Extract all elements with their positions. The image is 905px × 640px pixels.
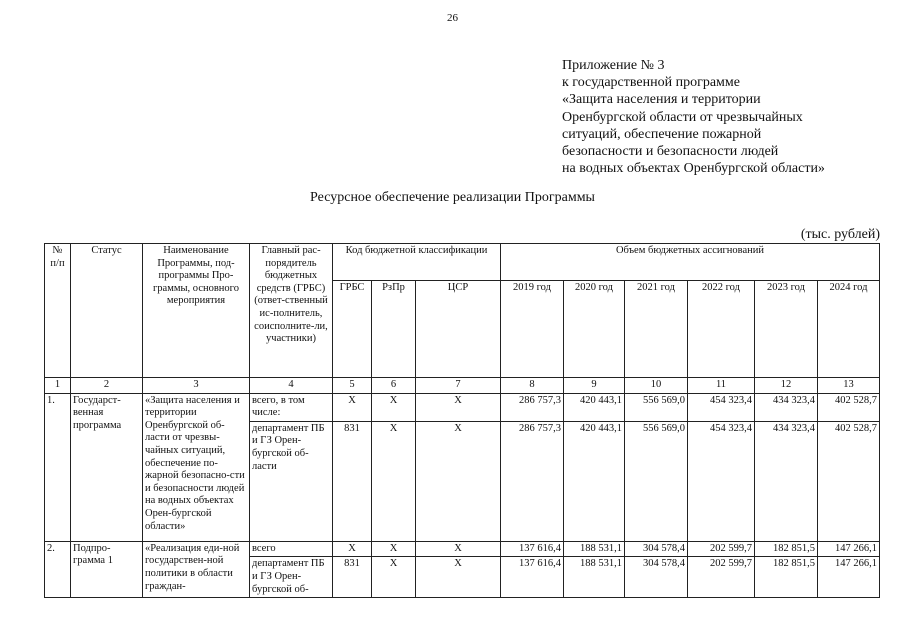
row-grbs: X: [333, 393, 372, 421]
row-name: «Реализация еди-ной государствен-ной политики в области граждан-: [143, 541, 250, 597]
column-number: 13: [818, 378, 880, 394]
row-grbs: 831: [333, 421, 372, 541]
column-number: 10: [625, 378, 688, 394]
row-value: 188 531,1: [564, 541, 625, 557]
column-number: 3: [143, 378, 250, 394]
appendix-note: [562, 57, 902, 177]
header-grbs: ГРБС: [333, 281, 372, 378]
column-number: 8: [501, 378, 564, 394]
header-kbk: Код бюджетной классификации: [333, 244, 501, 281]
row-rzpr: X: [372, 541, 416, 557]
row-value: 402 528,7: [818, 421, 880, 541]
row-executor: департамент ПБ и ГЗ Орен-бургской об-ласти: [250, 421, 333, 541]
header-grbs-full: Главный рас-порядитель бюджетных средств (ГРБС) (ответ-ственный ис-полнитель, соисполните-ли, участники): [250, 244, 333, 378]
column-number: 5: [333, 378, 372, 394]
row-num: 2.: [45, 541, 71, 597]
header-year: 2022 год: [688, 281, 755, 378]
column-numbers-row: [45, 378, 880, 394]
row-value: 286 757,3: [501, 421, 564, 541]
column-number: 6: [372, 378, 416, 394]
column-number: 4: [250, 378, 333, 394]
row-value: 202 599,7: [688, 541, 755, 557]
row-value: 556 569,0: [625, 393, 688, 421]
row-executor: всего, в том числе:: [250, 393, 333, 421]
table-row: [45, 393, 880, 421]
row-rzpr: X: [372, 421, 416, 541]
row-value: 182 851,5: [755, 541, 818, 557]
header-rzpr: РзПр: [372, 281, 416, 378]
row-name: «Защита населения и территории Оренбургской об-ласти от чрезвы-чайных ситуаций, обеспечение по-жарной безопасно-сти и безопасности людей на водных объектах Орен-бургской области»: [143, 393, 250, 541]
page-number: 26: [447, 12, 458, 24]
appendix-line: «Защита населения и территории: [562, 92, 761, 108]
appendix-line: Оренбургской области от чрезвычайных: [562, 109, 803, 125]
row-status: Государст-венная программа: [71, 393, 143, 541]
column-number: 1: [45, 378, 71, 394]
row-csr: X: [416, 393, 501, 421]
row-value: 434 323,4: [755, 393, 818, 421]
row-value: 454 323,4: [688, 421, 755, 541]
header-volume: Объем бюджетных ассигнований: [501, 244, 880, 281]
appendix-line: Приложение № 3: [562, 58, 665, 73]
row-value: 434 323,4: [755, 421, 818, 541]
row-value: 137 616,4: [501, 541, 564, 557]
header-year: 2021 год: [625, 281, 688, 378]
row-value: 402 528,7: [818, 393, 880, 421]
row-value: 147 266,1: [818, 541, 880, 557]
row-value: 304 578,4: [625, 557, 688, 598]
row-csr: X: [416, 421, 501, 541]
row-value: 202 599,7: [688, 557, 755, 598]
document-title: Ресурсное обеспечение реализации Программы: [310, 190, 595, 205]
column-number: 2: [71, 378, 143, 394]
row-value: 137 616,4: [501, 557, 564, 598]
row-value: 286 757,3: [501, 393, 564, 421]
header-year: 2024 год: [818, 281, 880, 378]
resources-table: [44, 243, 880, 598]
row-grbs: 831: [333, 557, 372, 598]
row-value: 454 323,4: [688, 393, 755, 421]
header-year: 2020 год: [564, 281, 625, 378]
row-csr: X: [416, 557, 501, 598]
appendix-line: на водных объектах Оренбургской области»: [562, 161, 825, 177]
header-year: 2019 год: [501, 281, 564, 378]
header-name: Наименование Программы, под-программы Про-граммы, основного мероприятия: [143, 244, 250, 378]
header-status: Статус: [71, 244, 143, 378]
row-value: 420 443,1: [564, 421, 625, 541]
row-value: 188 531,1: [564, 557, 625, 598]
table-row: [45, 541, 880, 557]
row-executor: всего: [250, 541, 333, 557]
column-number: 12: [755, 378, 818, 394]
row-status: Подпро-грамма 1: [71, 541, 143, 597]
header-csr: ЦСР: [416, 281, 501, 378]
appendix-line: к государственной программе: [562, 75, 740, 91]
header-year: 2023 год: [755, 281, 818, 378]
row-rzpr: X: [372, 557, 416, 598]
row-value: 147 266,1: [818, 557, 880, 598]
row-value: 556 569,0: [625, 421, 688, 541]
row-grbs: X: [333, 541, 372, 557]
column-number: 9: [564, 378, 625, 394]
units-label: (тыс. рублей): [800, 227, 880, 242]
header-num: № п/п: [45, 244, 71, 378]
row-value: 304 578,4: [625, 541, 688, 557]
row-executor: департамент ПБ и ГЗ Орен-бургской об-: [250, 557, 333, 598]
appendix-line: ситуаций, обеспечение пожарной: [562, 126, 762, 142]
row-num: 1.: [45, 393, 71, 541]
appendix-line: безопасности и безопасности людей: [562, 144, 779, 160]
column-number: 11: [688, 378, 755, 394]
row-value: 182 851,5: [755, 557, 818, 598]
column-number: 7: [416, 378, 501, 394]
row-csr: X: [416, 541, 501, 557]
row-rzpr: X: [372, 393, 416, 421]
row-value: 420 443,1: [564, 393, 625, 421]
